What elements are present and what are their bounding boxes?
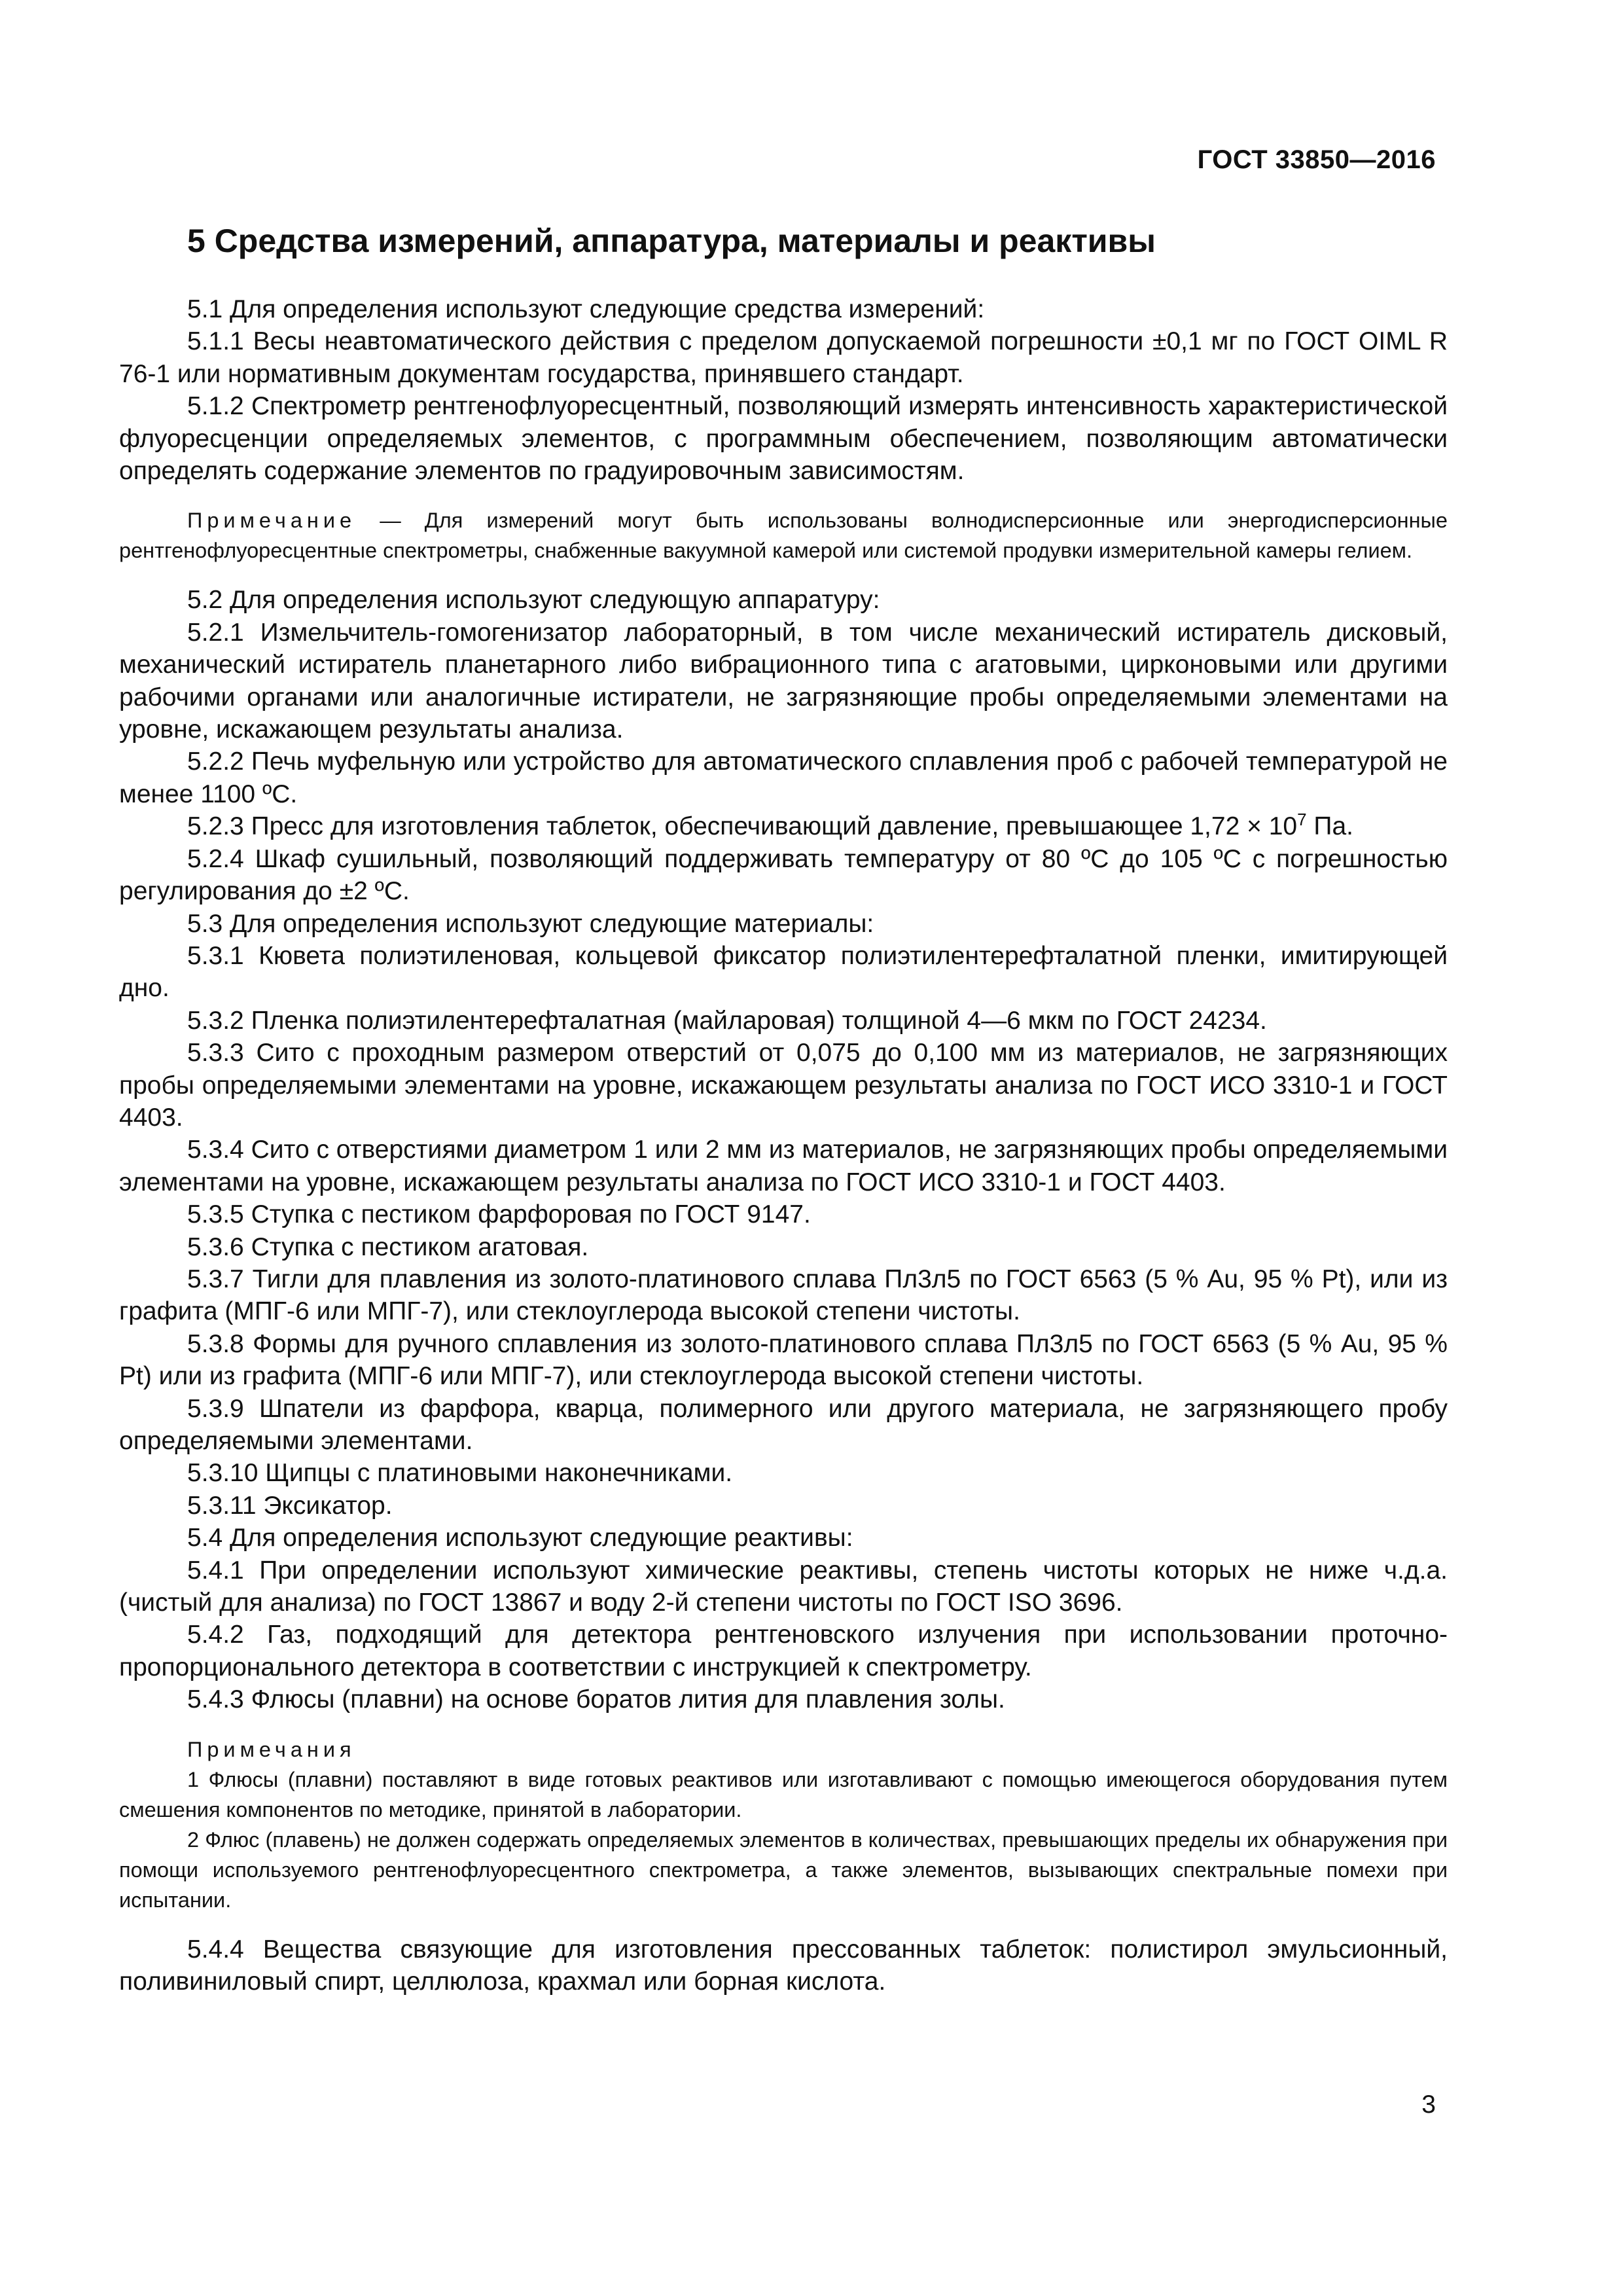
- paragraph-5-3-5: 5.3.5 Ступка с пестиком фарфоровая по ГОСТ 9147.: [187, 1200, 811, 1229]
- paragraph-5-3-11: 5.3.11 Эксикатор.: [187, 1491, 393, 1520]
- paragraph-5-2-1: 5.2.1 Измельчитель-гомогенизатор лабораторный, в том числе механический истиратель дисковый, механический истиратель планетарного либо вибрационного типа с агатовыми, цирконовыми или другими рабочими органами или аналогичные истиратели, не загрязняющие пробы определяемыми элементами на уровне, искажающем результаты анализа.: [119, 618, 1448, 744]
- paragraph-5-4-2: 5.4.2 Газ, подходящий для детектора рентгеновского излучения при использовании проточно-пропорционального детектора в соответствии с инструкцией к спектрометру.: [119, 1621, 1448, 1681]
- paragraph-5-4-1: 5.4.1 При определении используют химические реактивы, степень чистоты которых не ниже ч.д.а. (чистый для анализа) по ГОСТ 13867 и воду 2-й степени чистоты по ГОСТ ISO 3696.: [119, 1556, 1448, 1617]
- paragraph-5-3-9: 5.3.9 Шпатели из фарфора, кварца, полимерного или другого материала, не загрязняющего пробу определяемыми элементами.: [119, 1394, 1448, 1455]
- paragraph-5-4: 5.4 Для определения используют следующие реактивы:: [187, 1524, 853, 1552]
- notes-label: Примечания: [187, 1737, 356, 1761]
- paragraph-5-2: 5.2 Для определения используют следующую аппаратуру:: [187, 586, 880, 615]
- paragraph-5-2-3: [119, 810, 1448, 842]
- paragraph-5-3-8: 5.3.8 Формы для ручного сплавления из золото-платинового сплава Пл3л5 по ГОСТ 6563 (5 % Au, 95 % Pt) или из графита (МПГ-6 или МПГ-7), или стеклоуглерода высокой степени чистоты.: [119, 1329, 1448, 1391]
- exponent: 7: [1297, 810, 1307, 830]
- paragraph-5-1-1: 5.1.1 Весы неавтоматического действия с пределом допускаемой погрешности ±0,1 мг по ГОСТ OIML R 76-1 или нормативным документам государства, принявшего стандарт.: [119, 327, 1448, 388]
- paragraph-5-2-3-text: 5.2.3 Пресс для изготовления таблеток, обеспечивающий давление, превышающее 1,72 × 10: [187, 812, 1298, 841]
- paragraph-5-3-6: 5.3.6 Ступка с пестиком агатовая.: [187, 1232, 589, 1261]
- paragraph-5-3-1: 5.3.1 Кювета полиэтиленовая, кольцевой фиксатор полиэтилентерефталатной пленки, имитирующей дно.: [119, 941, 1448, 1003]
- paragraph-5-3-10: 5.3.10 Щипцы с платиновыми наконечниками.: [187, 1459, 733, 1488]
- section-title: 5 Средства измерений, аппаратура, материалы и реактивы: [187, 223, 1156, 259]
- paragraph-5-3: 5.3 Для определения используют следующие материалы:: [187, 909, 874, 938]
- paragraph-5-3-2: 5.3.2 Пленка полиэтилентерефталатная (майларовая) толщиной 4—6 мкм по ГОСТ 24234.: [187, 1006, 1267, 1035]
- note-label: Примечание: [187, 509, 357, 533]
- document-code-header: ГОСТ 33850—2016: [1197, 145, 1436, 174]
- paragraph-5-4-3: 5.4.3 Флюсы (плавни) на основе боратов лития для плавления золы.: [187, 1685, 1005, 1714]
- paragraph-5-2-3-unit: Па.: [1306, 812, 1353, 841]
- note-item-2: 2 Флюс (плавень) не должен содержать определяемых элементов в количествах, превышающих пределы их обнаружения при помощи используемого рентгенофлуоресцентного спектрометра, а также элементов, вызывающих спектральные помехи при испытании.: [119, 1827, 1448, 1912]
- paragraph-5-3-7: 5.3.7 Тигли для плавления из золото-платинового сплава Пл3л5 по ГОСТ 6563 (5 % Au, 95 % Pt), или из графита (МПГ-6 или МПГ-7), или стеклоуглерода высокой степени чистоты.: [119, 1265, 1448, 1326]
- paragraph-5-1: 5.1 Для определения используют следующие средства измерений:: [187, 295, 985, 323]
- note-item-1: 1 Флюсы (плавни) поставляют в виде готовых реактивов или изготавливают с помощью имеющегося оборудования путем смешения компонентов по методике, принятой в лаборатории.: [119, 1767, 1448, 1821]
- note-text: — Для измерений могут быть использованы волнодисперсионные или энергодисперсионные рентгенофлуоресцентные спектрометры, снабженные вакуумной камерой или системой продувки измерительной камеры гелием.: [119, 509, 1448, 563]
- page-content: [119, 220, 1448, 1998]
- paragraph-5-3-3: 5.3.3 Сито с проходным размером отверстий от 0,075 до 0,100 мм из материалов, не загрязняющих пробы определяемыми элементами на уровне, искажающем результаты анализа по ГОСТ ИСО 3310-1 и ГОСТ 4403.: [119, 1039, 1448, 1132]
- note-block: [119, 505, 1448, 565]
- paragraph-5-2-4: 5.2.4 Шкаф сушильный, позволяющий поддерживать температуру от 80 ºС до 105 ºС с погрешностью регулирования до ±2 ºС.: [119, 844, 1448, 906]
- page-number: 3: [1421, 2090, 1436, 2119]
- paragraph-5-3-4: 5.3.4 Сито с отверстиями диаметром 1 или 2 мм из материалов, не загрязняющих пробы определяемыми элементами на уровне, искажающем результаты анализа по ГОСТ ИСО 3310-1 и ГОСТ 4403.: [119, 1136, 1448, 1196]
- paragraph-5-1-2: 5.1.2 Спектрометр рентгенофлуоресцентный, позволяющий измерять интенсивность характеристической флуоресценции определяемых элементов, с программным обеспечением, позволяющим автоматически определять содержание элементов по градуировочным зависимостям.: [119, 392, 1448, 486]
- paragraph-5-2-2: 5.2.2 Печь муфельную или устройство для автоматического сплавления проб с рабочей температурой не менее 1100 ºС.: [119, 747, 1448, 808]
- paragraph-5-4-4: 5.4.4 Вещества связующие для изготовления прессованных таблеток: полистирол эмульсионный, поливиниловый спирт, целлюлоза, крахмал или борная кислота.: [119, 1935, 1448, 1996]
